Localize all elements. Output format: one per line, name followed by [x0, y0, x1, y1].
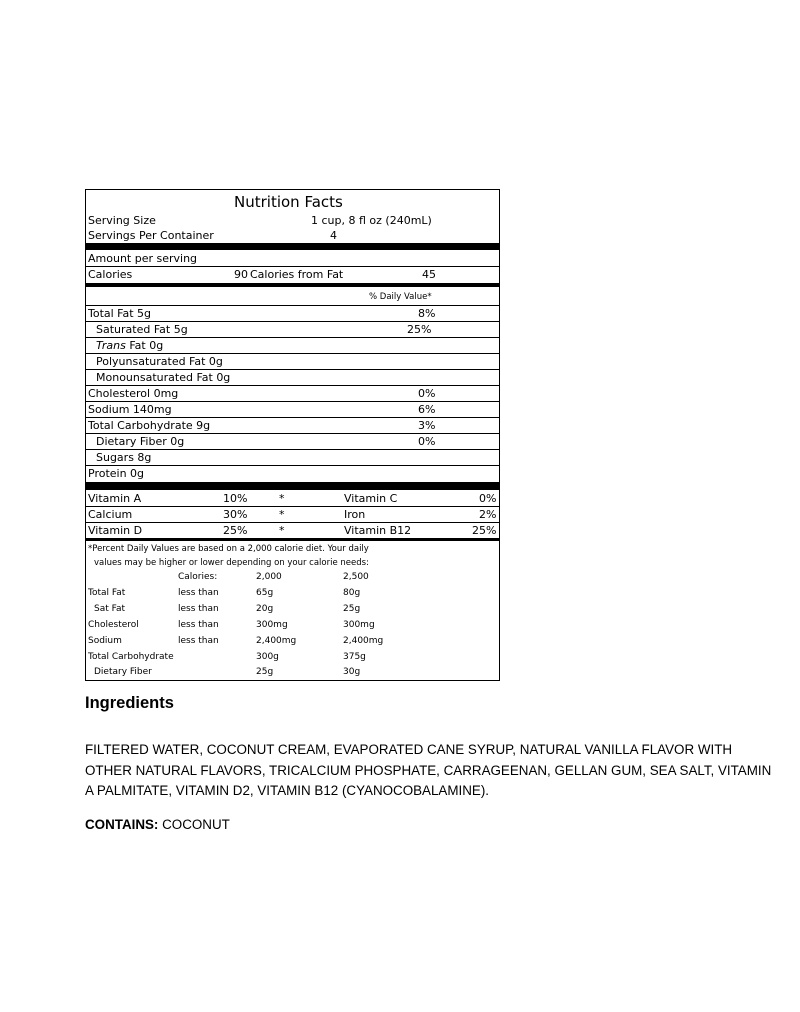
reference-header-col2: 2,500 [343, 572, 369, 582]
daily-value-header: % Daily Value* [369, 292, 432, 302]
nutrient-label: Sodium 140mg [88, 403, 172, 416]
footnote-line-2: values may be higher or lower depending on your calorie needs: [94, 558, 369, 568]
medium-divider [86, 283, 499, 287]
divider [86, 385, 499, 386]
nutrient-label: Monounsaturated Fat 0g [96, 371, 231, 384]
vitamin-value: 10% [223, 492, 248, 505]
reference-qualifier: less than [178, 604, 219, 614]
reference-col2: 300mg [343, 620, 375, 630]
calories-from-fat-value: 45 [422, 268, 436, 281]
serving-size-value: 1 cup, 8 fl oz (240mL) [311, 214, 432, 227]
nutrient-dv: 3% [418, 419, 436, 432]
reference-name: Sat Fat [94, 604, 126, 614]
panel-title: Nutrition Facts [234, 193, 343, 211]
contains-label: CONTAINS: [85, 817, 159, 832]
ingredients-text: FILTERED WATER, COCONUT CREAM, EVAPORATED CANE SYRUP, NATURAL VANILLA FLAVOR WITH OTHER NATURAL FLAVORS, TRICALCIUM PHOSPHATE, CARRAGEENAN, GELLAN GUM, SEA SALT, VITAMIN A PALMITATE, VITAMIN D2, VITAMIN B12 (CYANOCOBALAMINE). [85, 742, 772, 798]
divider [86, 369, 499, 370]
footnote-line-1: *Percent Daily Values are based on a 2,000 calorie diet. Your daily [88, 544, 369, 554]
amount-per-serving: Amount per serving [88, 252, 198, 265]
reference-col2: 375g [343, 652, 366, 662]
reference-qualifier: less than [178, 636, 219, 646]
servings-per-container-value: 4 [330, 229, 337, 242]
nutrient-label: Polyunsaturated Fat 0g [96, 355, 223, 368]
divider [86, 353, 499, 354]
divider [86, 266, 499, 267]
reference-col2: 25g [343, 604, 361, 614]
calories-from-fat-label: Calories from Fat [250, 268, 344, 281]
reference-col1: 25g [256, 667, 274, 677]
nutrient-label: Dietary Fiber 0g [96, 435, 185, 448]
vitamin-name: Calcium [88, 508, 133, 521]
reference-name: Total Carbohydrate [88, 652, 174, 662]
trans-italic: Trans [96, 339, 126, 352]
contains-line [85, 817, 230, 832]
divider [86, 401, 499, 402]
reference-name: Total Fat [88, 588, 126, 598]
nutrient-dv: 6% [418, 403, 436, 416]
reference-name: Dietary Fiber [94, 667, 152, 677]
divider [86, 449, 499, 450]
vitamin-separator: * [279, 508, 285, 521]
reference-col1: 300mg [256, 620, 288, 630]
calories-value: 90 [234, 268, 248, 281]
vitamin-separator: * [279, 524, 285, 537]
reference-header-col1: 2,000 [256, 572, 282, 582]
ingredients-heading: Ingredients [85, 694, 174, 712]
reference-col2: 2,400mg [343, 636, 384, 646]
reference-col1: 20g [256, 604, 274, 614]
nutrient-label: Saturated Fat 5g [96, 323, 188, 336]
servings-per-container-label: Servings Per Container [88, 229, 214, 242]
vitamin-name: Vitamin C [344, 492, 398, 505]
vitamin-name: Vitamin D [88, 524, 143, 537]
vitamin-value: 0% [479, 492, 497, 505]
reference-col2: 30g [343, 667, 361, 677]
divider [86, 506, 499, 507]
divider [86, 337, 499, 338]
reference-col1: 65g [256, 588, 274, 598]
reference-qualifier: less than [178, 588, 219, 598]
reference-col2: 80g [343, 588, 361, 598]
vitamin-value: 2% [479, 508, 497, 521]
calories-label: Calories [88, 268, 133, 281]
thick-divider [86, 243, 499, 250]
divider [86, 433, 499, 434]
divider [86, 305, 499, 306]
vitamin-value: 25% [223, 524, 248, 537]
contains-value: COCONUT [158, 817, 230, 832]
divider [86, 417, 499, 418]
reference-header-label: Calories: [178, 572, 218, 582]
reference-name: Sodium [88, 636, 122, 646]
nutrient-label: Protein 0g [88, 467, 145, 480]
nutrient-label: Sugars 8g [96, 451, 152, 464]
vitamin-name: Vitamin B12 [344, 524, 412, 537]
nutrient-label: Cholesterol 0mg [88, 387, 179, 400]
nutrient-dv: 8% [418, 307, 436, 320]
reference-col1: 300g [256, 652, 279, 662]
nutrient-label-trans-fat [96, 340, 163, 351]
divider [86, 522, 499, 523]
trans-fat-rest: Fat 0g [125, 339, 164, 352]
reference-col1: 2,400mg [256, 636, 297, 646]
reference-qualifier: less than [178, 620, 219, 630]
divider [86, 465, 499, 466]
divider [86, 321, 499, 322]
serving-size-label: Serving Size [88, 214, 156, 227]
nutrient-label: Total Fat 5g [88, 307, 152, 320]
nutrient-label: Total Carbohydrate 9g [88, 419, 211, 432]
vitamin-name: Vitamin A [88, 492, 142, 505]
reference-name: Cholesterol [88, 620, 139, 630]
nutrient-dv: 0% [418, 435, 436, 448]
vitamin-value: 25% [472, 524, 497, 537]
vitamin-name: Iron [344, 508, 366, 521]
thick-divider [86, 482, 499, 490]
medium-divider [86, 538, 499, 541]
vitamin-value: 30% [223, 508, 248, 521]
nutrient-dv: 0% [418, 387, 436, 400]
vitamin-separator: * [279, 492, 285, 505]
nutrition-facts-panel [85, 189, 500, 681]
nutrient-dv: 25% [407, 323, 432, 336]
